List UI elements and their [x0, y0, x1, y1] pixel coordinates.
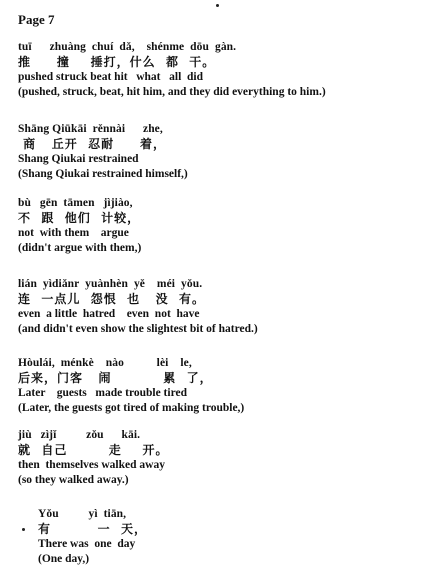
- hanzi-line: 连 一点儿 怨恨 也 没 有。: [18, 292, 205, 306]
- gloss-line: pushed struck beat hit what all did: [18, 71, 203, 83]
- gloss-line: then themselves walked away: [18, 459, 165, 471]
- pinyin-line: jiù zìjǐ zǒu kāi.: [18, 429, 141, 441]
- pinyin-line: Yǒu yì tiān,: [38, 508, 127, 520]
- text-block-5: [18, 356, 418, 416]
- gloss-line: not with them argue: [18, 227, 129, 239]
- scan-speck: [216, 4, 219, 7]
- gloss-line: There was one day: [38, 538, 136, 550]
- scan-speck: [22, 528, 25, 531]
- translation-line: (didn't argue with them,): [18, 242, 142, 254]
- text-block-3: [18, 196, 418, 256]
- translation-line: (so they walked away.): [18, 474, 129, 486]
- pinyin-line: bù gēn tāmen jìjiào,: [18, 197, 133, 209]
- text-block-1: [18, 40, 418, 100]
- gloss-line: Shang Qiukai restrained: [18, 153, 139, 165]
- pinyin-line: Hòulái, ménkè nào lèi le,: [18, 357, 192, 369]
- gloss-line: Later guests made trouble tired: [18, 387, 187, 399]
- text-block-4: [18, 277, 418, 337]
- translation-line: (and didn't even show the slightest bit of hatred.): [18, 323, 258, 335]
- text-block-6: [18, 428, 418, 488]
- hanzi-line: 后来，门客 闹 累 了，: [18, 371, 213, 385]
- hanzi-line: 有 一 天，: [38, 522, 147, 536]
- pinyin-line: Shāng Qiūkāi rěnnài zhe,: [18, 123, 163, 135]
- text-block-7: [38, 507, 425, 567]
- pinyin-line: lián yìdiǎnr yuànhèn yě méi yǒu.: [18, 278, 203, 290]
- translation-line: (pushed, struck, beat, hit him, and they did everything to him.): [18, 86, 326, 98]
- hanzi-line: 商 丘开 忍耐 着，: [18, 137, 166, 151]
- hanzi-line: 推 撞 捶打，什么 都 干。: [18, 55, 216, 69]
- translation-line: (Shang Qiukai restrained himself,): [18, 168, 188, 180]
- translation-line: (Later, the guests got tired of making trouble,): [18, 402, 245, 414]
- page-title: Page 7: [18, 12, 55, 27]
- hanzi-line: 不 跟 他们 计较，: [18, 211, 141, 225]
- gloss-line: even a little hatred even not have: [18, 308, 200, 320]
- translation-line: (One day,): [38, 553, 90, 565]
- hanzi-line: 就 自己 走 开。: [18, 443, 169, 457]
- text-block-2: [18, 122, 418, 182]
- pinyin-line: tuī zhuàng chuí dǎ, shénme dōu gàn.: [18, 41, 237, 53]
